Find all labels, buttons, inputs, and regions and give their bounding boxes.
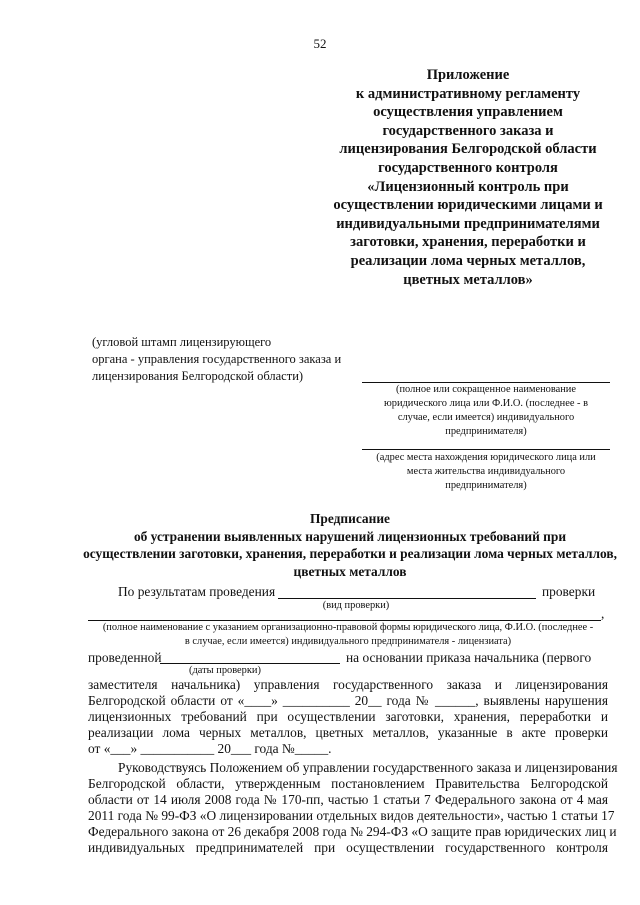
caption-line: (адрес места нахождения юридического лица или — [376, 452, 596, 463]
page-number: 52 — [313, 36, 327, 51]
findings-paragraph-line: заместителя начальника) управления государственного заказа и лицензирования — [88, 677, 608, 692]
stamp-line: лицензирования Белгородской области) — [92, 369, 304, 383]
appendix-heading — [300, 66, 636, 289]
title-line: цветных металлов — [293, 563, 407, 579]
title-line: осуществлении заготовки, хранения, переработки и реализации лома черных металлов, — [83, 546, 617, 561]
appendix-line: цветных металлов» — [403, 271, 533, 288]
recipient-address-line — [362, 449, 610, 450]
stamp-line: органа - управления государственного заказа и — [92, 352, 342, 366]
conducted-prefix: проведенной — [88, 650, 162, 665]
legal-basis-line: 2011 года № 99-ФЗ «О лицензировании отдельных видов деятельности», частью 1 статьи 17 — [88, 808, 615, 823]
appendix-line: заготовки, хранения, переработки и — [350, 234, 586, 251]
title-line: об устранении выявленных нарушений лицензионных требований при — [133, 528, 567, 544]
appendix-line: осуществления управлением — [373, 104, 563, 121]
legal-basis-line: индивидуальных предпринимателей при осуществлении государственного контроля — [88, 840, 608, 855]
appendix-line: осуществлении юридическими лицами и — [333, 197, 603, 214]
entity-name-caption — [88, 621, 608, 649]
appendix-line: государственного контроля — [378, 159, 558, 176]
appendix-line: индивидуальными предпринимателями — [336, 215, 600, 232]
appendix-line: лицензирования Белгородской области — [339, 141, 597, 158]
caption-line: места жительства индивидуального — [406, 466, 566, 477]
title-heading: Предписание — [309, 511, 390, 526]
caption-line: предпринимателя) — [445, 480, 527, 491]
findings-paragraph-line: Белгородской области от «____» __________ 20__ года № ______, выявлены нарушения — [88, 693, 608, 708]
caption-line: (полное наименование с указанием организационно-правовой формы юридического лица, Ф.И.О. (последнее - — [102, 622, 594, 633]
findings-paragraph-line: лицензионных требований при осуществлении заготовки, хранения, переработки и — [88, 709, 608, 724]
results-prefix: По результатам проведения — [118, 584, 276, 599]
entity-comma: , — [601, 606, 605, 621]
caption-line: (полное или сокращенное наименование — [396, 384, 576, 395]
findings-paragraph-line: реализации лома черных металлов, цветных металлов, указанные в акте проверки — [88, 725, 608, 740]
recipient-name-caption — [360, 383, 612, 439]
recipient-address-caption — [360, 451, 612, 493]
appendix-line: Приложение — [426, 67, 510, 83]
findings-paragraph-line: от «___» ___________ 20___ года №_____. — [88, 741, 332, 756]
legal-basis-line: Белгородской области, утвержденным постановлением Правительства Белгородской — [88, 776, 608, 791]
appendix-line: к административному регламенту — [355, 85, 581, 102]
results-suffix: проверки — [542, 584, 596, 599]
legal-basis-line: Федерального закона от 26 декабря 2008 года № 294-ФЗ «О защите прав юридических лиц и — [88, 824, 617, 839]
conducted-suffix: на основании приказа начальника (первого — [346, 650, 592, 665]
caption-line: предпринимателя) — [445, 426, 527, 437]
appendix-line: реализации лома черных металлов, — [350, 252, 586, 269]
inspection-date-caption: (даты проверки) — [189, 665, 261, 676]
inspection-type-caption: (вид проверки) — [322, 600, 390, 611]
caption-line: юридического лица или Ф.И.О. (последнее - в — [384, 398, 588, 409]
corner-stamp-note — [92, 334, 392, 385]
caption-line: случае, если имеется) индивидуального — [397, 412, 575, 423]
legal-basis-line: Руководствуясь Положением об управлении государственного заказа и лицензирования — [118, 760, 618, 775]
appendix-line: государственного заказа и — [382, 122, 554, 139]
appendix-line: «Лицензионный контроль при — [367, 178, 569, 195]
stamp-line: (угловой штамп лицензирующего — [92, 335, 272, 349]
legal-basis-line: области от 14 июля 2008 года № 170-пп, частью 1 статьи 7 Федерального закона от 4 мая — [88, 792, 608, 807]
caption-line: в случае, если имеется) индивидуального предпринимателя - лицензиата) — [184, 636, 512, 647]
document-title — [60, 510, 640, 580]
